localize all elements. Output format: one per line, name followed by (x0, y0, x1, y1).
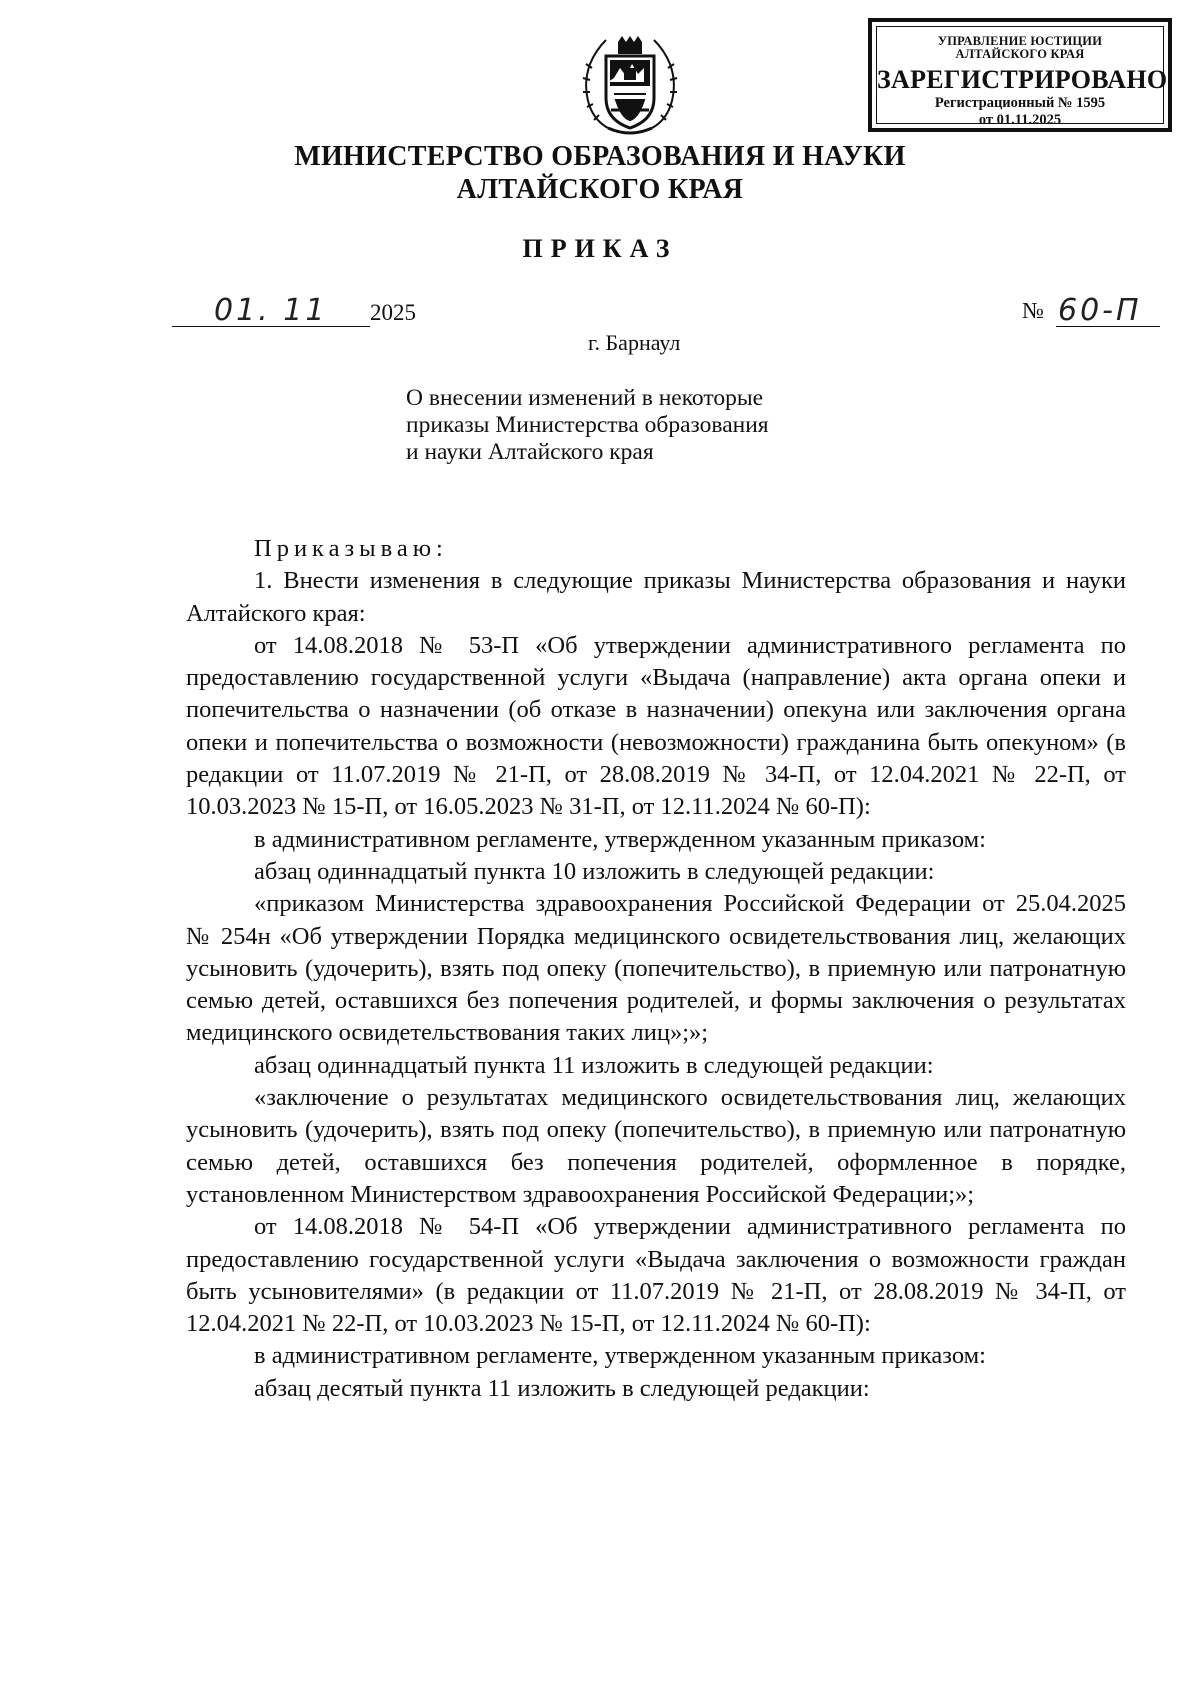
ministry-name (0, 140, 1200, 206)
subject-line2: приказы Министерства образования (406, 412, 769, 438)
subject-line1: О внесении изменений в некоторые (406, 385, 764, 411)
handwritten-number: 60-П (1058, 293, 1142, 328)
body-paragraph: 1. Внести изменения в следующие приказы Министерства образования и науки Алтайского края: (186, 567, 1126, 627)
stamp-registration-number: Регистрационный № 1595 (934, 95, 1106, 111)
coat-of-arms-icon (578, 28, 682, 142)
body-paragraph: «приказом Министерства здравоохранения Российской Федерации от 25.04.2025 № 254н «Об утверждении Порядка медицинского освидетельствования лиц, желающих усыновить (удочерить), взять под опеку (попечительство), в приемную или патронатную семью детей, оставшихся без попечения родителей, и формы заключения о результатах медицинского освидетельствования таких лиц»;»; (186, 890, 1126, 1047)
document-type: ПРИКАЗ (522, 234, 678, 263)
stamp-registration-date: от 01.11.2025 (978, 112, 1062, 128)
city: г. Барнаул (588, 330, 681, 355)
body-paragraph: в административном регламенте, утвержденном указанным приказом: (254, 1342, 986, 1370)
ministry-name-line2: АЛТАЙСКОГО КРАЯ (456, 174, 744, 205)
body-paragraph: абзац десятый пункта 11 изложить в следующей редакции: (254, 1374, 870, 1402)
stamp-status: ЗАРЕГИСТРИРОВАНО (877, 65, 1168, 94)
body-paragraph: абзац одиннадцатый пункта 11 изложить в следующей редакции: (254, 1051, 934, 1079)
date-year: 2025 (370, 300, 416, 325)
body-paragraph: абзац одиннадцатый пункта 10 изложить в следующей редакции: (254, 857, 935, 885)
body-paragraph: от 14.08.2018 № 53-П «Об утверждении административного регламента по предоставлению государственной услуги «Выдача (направление) акта органа опеки и попечительства о назначении (об отказе в назначении) опекуна или заключения органа опеки и попечительства о возможности (невозможности) гражданина быть опекуном» (в редакции от 11.07.2019 № 21-П, от 28.08.2019 № 34-П, от 12.04.2021 № 22-П, от 10.03.2023 № 15-П, от 16.05.2023 № 31-П, от 12.11.2024 № 60-П): (186, 631, 1126, 821)
subject-line3: и науки Алтайского края (406, 439, 654, 465)
body-paragraph: от 14.08.2018 № 54-П «Об утверждении административного регламента по предоставлению государственной услуги «Выдача заключения о возможности граждан быть усыновителями» (в редакции от 11.07.2019 № 21-П, от 28.08.2019 № 34-П, от 12.04.2021 № 22-П, от 10.03.2023 № 15-П, от 12.11.2024 № 60-П): (186, 1213, 1126, 1338)
stamp-organization-line1: УПРАВЛЕНИЕ ЮСТИЦИИ (937, 34, 1103, 48)
body-paragraph: в административном регламенте, утвержденном указанным приказом: (254, 825, 986, 853)
stamp-organization-line2: АЛТАЙСКОГО КРАЯ (955, 47, 1085, 61)
body-paragraph: «заключение о результатах медицинского освидетельствования лиц, желающих усыновить (удочерить), взять под опеку (попечительство), в приемную или патронатную семью детей, оставшихся без попечения родителей, оформленное в порядке, установленном Министерством здравоохранения Российской Федерации;»; (186, 1084, 1126, 1208)
ministry-name-line1: МИНИСТЕРСТВО ОБРАЗОВАНИЯ И НАУКИ (294, 141, 906, 172)
number-label: № (1022, 298, 1044, 323)
handwritten-date: 01. 11 (214, 293, 328, 328)
order-body (186, 533, 1126, 1405)
registration-stamp (868, 18, 1172, 132)
order-intro: Приказываю: (254, 535, 448, 562)
subject-heading (406, 385, 769, 466)
